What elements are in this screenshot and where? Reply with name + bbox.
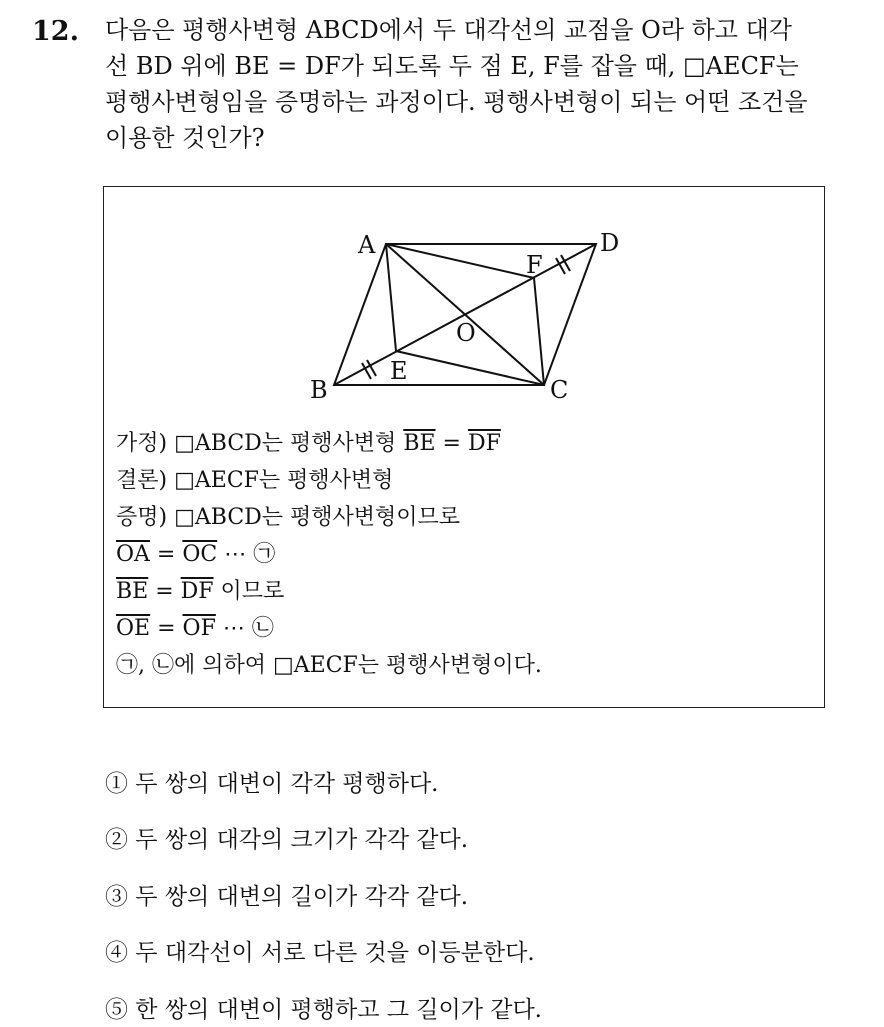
- label-point-c: C: [550, 376, 569, 404]
- choice-5[interactable]: ⑤ 한 쌍의 대변이 평행하고 그 길이가 같다.: [105, 997, 542, 1023]
- parallelogram-diagram: [304, 203, 644, 403]
- label-point-a: A: [358, 231, 376, 259]
- question-text-line-4: 이용한 것인가?: [105, 124, 265, 152]
- question-text-line-1: 다음은 평행사변형 ABCD에서 두 대각선의 교점을 O라 하고 대각: [105, 16, 792, 44]
- label-point-d: D: [600, 229, 620, 257]
- label-point-o: O: [456, 319, 476, 347]
- parallelogram-figure: [304, 203, 644, 403]
- proof-box: [103, 186, 825, 708]
- label-point-f: F: [526, 251, 543, 279]
- diagonal-bd: [334, 244, 596, 385]
- choice-3[interactable]: ③ 두 쌍의 대변의 길이가 각각 같다.: [105, 884, 469, 910]
- question-text-line-3: 평행사변형임을 증명하는 과정이다. 평행사변형이 되는 어떤 조건을: [105, 88, 808, 116]
- proof-step-be-df: $\overline{BE} = \overline{DF}$ 이므로: [116, 579, 285, 604]
- proof-hypothesis: 가정) □ABCD는 평행사변형 $\overline{BE} = \overline{DF}$: [116, 431, 501, 456]
- question-number: 12.: [32, 16, 79, 47]
- label-point-b: B: [310, 376, 328, 404]
- choice-2[interactable]: ② 두 쌍의 대각의 크기가 각각 같다.: [105, 827, 469, 853]
- proof-step-oe-of: $\overline{OE} = \overline{OF}$ ⋯ ㉡: [116, 616, 274, 641]
- proof-step-oa-oc: $\overline{OA} = \overline{OC}$ ⋯ ㉠: [116, 542, 276, 567]
- proof-start: 증명) □ABCD는 평행사변형이므로: [116, 505, 461, 530]
- question-text-line-2: 선 BD 위에 BE = DF가 되도록 두 점 E, F를 잡을 때, □AECF는: [105, 52, 799, 80]
- choice-1[interactable]: ① 두 쌍의 대변이 각각 평행하다.: [105, 771, 439, 797]
- label-point-e: E: [390, 357, 408, 385]
- choice-4[interactable]: ④ 두 대각선이 서로 다른 것을 이등분한다.: [105, 940, 535, 966]
- proof-conclusion: 결론) □AECF는 평행사변형: [116, 468, 394, 493]
- proof-final: ㉠, ㉡에 의하여 □AECF는 평행사변형이다.: [116, 653, 542, 678]
